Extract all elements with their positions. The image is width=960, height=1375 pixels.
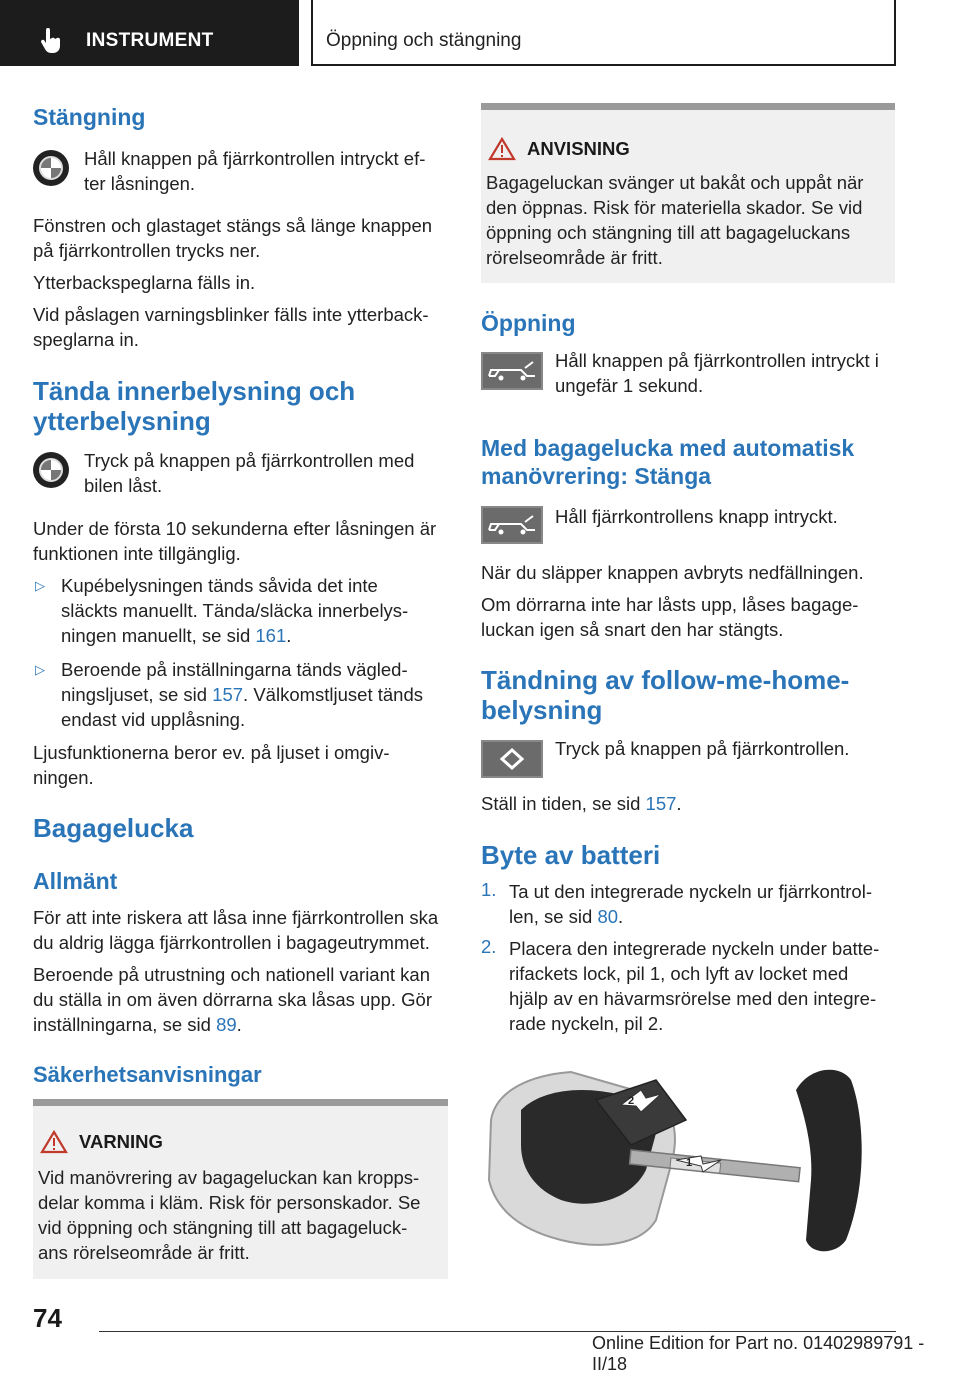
heading-battery: Byte av batteri bbox=[481, 840, 661, 870]
section-label: INSTRUMENT bbox=[86, 30, 214, 51]
paragraph: funktionen inte tillgänglig. bbox=[33, 543, 241, 564]
page-number: 74 bbox=[33, 1303, 62, 1333]
stangning-instruction-a: Håll knappen på fjärrkontrollen intryckt ef- bbox=[84, 148, 426, 169]
step-text: Ta ut den integrerade nyckeln ur fjärrkontrol- bbox=[509, 881, 872, 902]
paragraph-text: inställningarna, se sid bbox=[33, 1014, 217, 1035]
key-battery-illustration bbox=[481, 1060, 895, 1260]
step-text-part: len, se sid bbox=[509, 906, 598, 927]
tanda-instruction-a: Tryck på knappen på fjärrkontrollen med bbox=[84, 450, 415, 471]
bullet-triangle-icon: ▷ bbox=[35, 578, 45, 593]
warning-text: Vid manövrering av bagageluckan kan kropps- bbox=[38, 1167, 420, 1188]
heading-allmant: Allmänt bbox=[33, 868, 118, 894]
step-text: Placera den integrerade nyckeln under batte- bbox=[509, 938, 880, 959]
list-item-text: . Välkomstljuset tänds bbox=[243, 684, 423, 705]
list-item-text: ningsljuset, se sid bbox=[61, 684, 213, 705]
list-item: släckts manuellt. Tända/släcka innerbelys- bbox=[61, 600, 409, 621]
warning-triangle-icon bbox=[489, 138, 515, 160]
edition-text: Online Edition for Part no. 01402989791 - II/18 bbox=[592, 1333, 925, 1374]
page-link[interactable]: 157 bbox=[212, 684, 244, 705]
paragraph: du ställa in om även dörrarna ska låsas upp. Gör bbox=[33, 989, 432, 1010]
oppning-instruction-a: Håll knappen på fjärrkontrollen intryckt i bbox=[555, 350, 879, 371]
list-item: endast vid upplåsning. bbox=[61, 709, 246, 730]
warning-title-row bbox=[41, 1131, 163, 1153]
warning-box bbox=[33, 1099, 448, 1279]
paragraph: luckan igen så snart den har stängts. bbox=[481, 619, 784, 640]
heading-tanda-a: Tända innerbelysning och bbox=[33, 376, 356, 406]
note-box bbox=[481, 103, 895, 283]
note-text: Bagageluckan svänger ut bakåt och uppåt när bbox=[486, 172, 864, 193]
page-link[interactable]: 157 bbox=[645, 793, 677, 814]
paragraph: Under de första 10 sekunderna efter låsningen är bbox=[33, 518, 437, 539]
heading-stangning: Stängning bbox=[33, 104, 146, 130]
heading-follow-b: belysning bbox=[481, 695, 603, 725]
heading-sakerhet: Säkerhetsanvisningar bbox=[33, 1062, 262, 1087]
warning-text: delar komma i kläm. Risk för personskador. Se bbox=[38, 1192, 421, 1213]
arrow-2-label: 2 bbox=[628, 1095, 635, 1107]
page-link[interactable]: 80 bbox=[597, 906, 619, 927]
bmw-key-button-icon bbox=[33, 150, 69, 186]
paragraph: Vid påslagen varningsblinker fälls inte ytterback- bbox=[33, 304, 429, 325]
step-text: len, se sid 80. bbox=[509, 906, 624, 927]
paragraph: Ytterbackspeglarna fälls in. bbox=[33, 272, 256, 293]
paragraph: inställningarna, se sid 89. bbox=[33, 1014, 242, 1035]
warning-triangle-icon bbox=[41, 1131, 67, 1153]
heading-tanda-b: ytterbelysning bbox=[33, 406, 211, 436]
trunk-open-button-icon bbox=[481, 352, 543, 390]
page-title: Öppning och stängning bbox=[326, 30, 522, 51]
list-item: Kupébelysningen tänds såvida det inte bbox=[61, 575, 378, 596]
page-link[interactable]: 89 bbox=[216, 1014, 237, 1035]
heading-oppning: Öppning bbox=[481, 310, 576, 336]
footer-divider bbox=[99, 1331, 896, 1332]
page-link[interactable]: 161 bbox=[255, 625, 287, 646]
arrow-1-label: 1 bbox=[686, 1157, 693, 1169]
list-item: Beroende på inställningarna tänds vägled- bbox=[61, 659, 408, 680]
paragraph: på fjärrkontrollen trycks ner. bbox=[33, 240, 261, 261]
paragraph: Fönstren och glastaget stängs så länge knappen bbox=[33, 215, 433, 236]
tanda-instruction-b: bilen låst. bbox=[84, 475, 163, 496]
heading-auto-b: manövrering: Stänga bbox=[481, 463, 712, 489]
paragraph: När du släpper knappen avbryts nedfällningen. bbox=[481, 562, 864, 583]
paragraph: Om dörrarna inte har låsts upp, låses bagage- bbox=[481, 594, 859, 615]
header-section-tab bbox=[0, 0, 299, 66]
note-title: ANVISNING bbox=[527, 138, 630, 159]
heading-bagagelucka: Bagagelucka bbox=[33, 813, 194, 843]
bmw-key-button-icon bbox=[33, 452, 69, 488]
stangning-instruction-b: ter låsningen. bbox=[84, 173, 196, 194]
step-number: 1. bbox=[481, 879, 497, 900]
paragraph: Ljusfunktionerna beror ev. på ljuset i omgiv- bbox=[33, 742, 390, 763]
heading-follow-a: Tändning av follow-me-home- bbox=[481, 665, 850, 695]
paragraph: du aldrig lägga fjärrkontrollen i bagageutrymmet. bbox=[33, 932, 430, 953]
note-text: öppning och stängning till att bagageluckans bbox=[486, 222, 851, 243]
paragraph: För att inte riskera att låsa inne fjärrkontrollen ska bbox=[33, 907, 439, 928]
oppning-instruction-b: ungefär 1 sekund. bbox=[555, 375, 704, 396]
paragraph: speglarna in. bbox=[33, 329, 139, 350]
heading-auto-a: Med bagagelucka med automatisk bbox=[481, 435, 855, 461]
list-item: ningen manuellt, se sid 161. bbox=[61, 625, 292, 646]
paragraph: ningen. bbox=[33, 767, 94, 788]
auto-instruction: Håll fjärrkontrollens knapp intryckt. bbox=[555, 506, 838, 527]
light-button-icon bbox=[481, 740, 543, 778]
note-text: den öppnas. Risk för materiella skador. Se vid bbox=[486, 197, 863, 218]
list-item-text: ningen manuellt, se sid bbox=[61, 625, 256, 646]
trunk-close-button-icon bbox=[481, 506, 543, 544]
step-text: rade nyckeln, pil 2. bbox=[509, 1013, 664, 1034]
note-title-row bbox=[489, 138, 630, 160]
warning-text: ans rörelseområde är fritt. bbox=[38, 1242, 250, 1263]
paragraph-text: Ställ in tiden, se sid bbox=[481, 793, 646, 814]
bullet-triangle-icon: ▷ bbox=[35, 662, 45, 677]
hand-pointer-icon bbox=[40, 28, 62, 54]
step-text: hjälp av en hävarmsrörelse med den integre- bbox=[509, 988, 877, 1009]
step-number: 2. bbox=[481, 936, 497, 957]
paragraph: Ställ in tiden, se sid 157. bbox=[481, 793, 682, 814]
paragraph: Beroende på utrustning och nationell variant kan bbox=[33, 964, 430, 985]
step-text: rifackets lock, pil 1, och lyft av locket med bbox=[509, 963, 849, 984]
warning-text: vid öppning och stängning till att bagageluck- bbox=[38, 1217, 408, 1238]
follow-instruction: Tryck på knappen på fjärrkontrollen. bbox=[555, 738, 850, 759]
list-item bbox=[61, 682, 423, 707]
warning-title: VARNING bbox=[79, 1131, 163, 1152]
note-text: rörelseområde är fritt. bbox=[486, 247, 663, 268]
